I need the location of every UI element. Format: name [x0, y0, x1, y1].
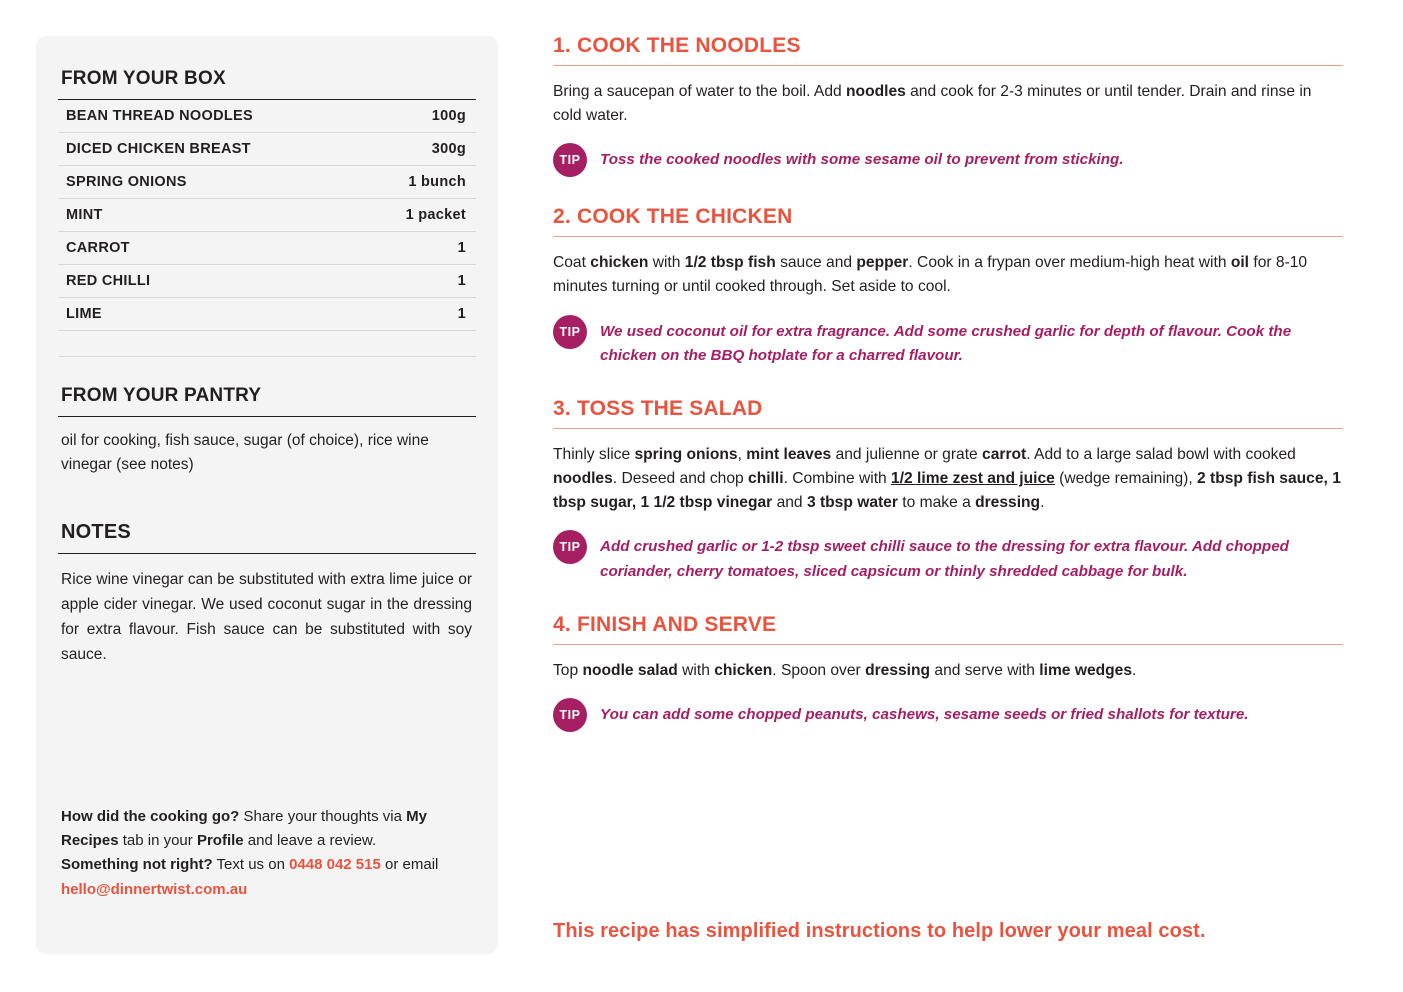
ingredients-table: [58, 100, 476, 357]
feedback-text-2: tab in your: [118, 832, 197, 850]
ingredient-qty: 1: [359, 298, 476, 331]
feedback-text-4: Text us on: [212, 856, 290, 874]
ingredient-emphasis: carrot: [982, 445, 1027, 463]
text: .: [1040, 494, 1045, 512]
step-4-tip: [553, 698, 1343, 732]
text: ,: [737, 445, 747, 463]
ingredient-name: SPRING ONIONS: [58, 166, 359, 199]
notes-text: Rice wine vinegar can be substituted with extra lime juice or apple cider vinegar. We used coconut sugar in the dressing for extra flavour. Fish sauce can be substituted with soy sauce.: [61, 570, 472, 663]
table-row: [58, 199, 476, 232]
step-1-tip: [553, 143, 1343, 177]
text: with: [648, 254, 685, 272]
feedback-question: How did the cooking go?: [61, 807, 240, 825]
text: to make a: [897, 494, 976, 512]
pantry-text: oil for cooking, fish sauce, sugar (of choice), rice wine vinegar (see notes): [61, 432, 429, 474]
support-email[interactable]: hello@dinnertwist.com.au: [61, 880, 248, 898]
ingredient-emphasis: pepper: [856, 254, 909, 272]
feedback-text-5: or email: [380, 856, 439, 874]
step-1: [553, 34, 1343, 177]
ingredient-qty: 300g: [359, 133, 476, 166]
step-3-title: 3. TOSS THE SALAD: [553, 396, 763, 420]
feedback-text-3: and leave a review.: [243, 832, 377, 850]
instructions-column: [553, 34, 1343, 760]
from-your-pantry-heading: FROM YOUR PANTRY: [61, 385, 262, 406]
step-1-title: 1. COOK THE NOODLES: [553, 34, 801, 57]
step-2-tip: [553, 315, 1343, 369]
ingredient-qty: 1 packet: [359, 199, 476, 232]
cost-note: This recipe has simplified instructions to help lower your meal cost.: [553, 920, 1206, 942]
divider: [58, 416, 476, 417]
step-2-body: [553, 251, 1343, 299]
tip-badge: TIP: [553, 143, 587, 177]
step-1-body: [553, 80, 1343, 128]
ingredient-emphasis: noodle salad: [582, 661, 678, 679]
tip-text: Toss the cooked noodles with some sesame oil to prevent from sticking.: [600, 151, 1124, 169]
divider: [553, 236, 1343, 237]
ingredient-name: LIME: [58, 298, 359, 331]
ingredient-qty: 1: [359, 232, 476, 265]
feedback-footer: [61, 805, 476, 902]
ingredient-emphasis: lime wedges: [1039, 661, 1133, 679]
text: . Deseed and chop: [612, 470, 749, 488]
text: Bring a saucepan of water to the boil. Add: [553, 83, 847, 100]
text: sauce and: [775, 254, 857, 272]
table-row: [58, 133, 476, 166]
ingredient-emphasis: 2 tbsp fish sauce, 1 tbsp sugar, 1 1/2 tbsp vinegar: [553, 470, 1341, 512]
ingredient-qty: 100g: [359, 100, 476, 133]
table-row: [58, 166, 476, 199]
ingredient-emphasis: oil: [1230, 254, 1250, 272]
ingredient-emphasis: mint leaves: [746, 445, 832, 463]
table-row-empty: [58, 331, 476, 357]
text: and: [772, 494, 807, 512]
divider: [553, 428, 1343, 429]
issue-question: Something not right?: [61, 856, 213, 874]
step-2: [553, 205, 1343, 369]
ingredient-emphasis: spring onions: [634, 445, 738, 463]
text: . Cook in a frypan over medium-high heat with: [908, 254, 1231, 272]
ingredient-emphasis: dressing: [975, 494, 1041, 512]
ingredient-name: CARROT: [58, 232, 359, 265]
divider: [553, 644, 1343, 645]
text: Coat: [553, 254, 591, 272]
spacer: [58, 493, 476, 521]
divider: [553, 65, 1343, 66]
text: Thinly slice: [553, 445, 635, 463]
ingredient-name: RED CHILLI: [58, 265, 359, 298]
table-row: [58, 232, 476, 265]
from-your-box-heading: FROM YOUR BOX: [61, 68, 226, 89]
ingredient-emphasis: noodles: [846, 83, 906, 100]
table-row: [58, 265, 476, 298]
step-4-body: [553, 659, 1343, 683]
step-4: [553, 613, 1343, 732]
text: . Combine with: [783, 470, 892, 488]
table-row: [58, 100, 476, 133]
tip-badge: TIP: [553, 315, 587, 349]
step-3-body: [553, 443, 1343, 515]
text: . Spoon over: [772, 661, 866, 679]
step-3-tip: [553, 530, 1343, 584]
feedback-text-1: Share your thoughts via: [239, 807, 407, 825]
divider: [58, 553, 476, 554]
step-4-title: 4. FINISH AND SERVE: [553, 612, 777, 636]
ingredient-emphasis: 3 tbsp water: [806, 494, 898, 512]
notes-heading: NOTES: [61, 520, 131, 543]
support-phone[interactable]: 0448 042 515: [289, 856, 381, 874]
step-3: [553, 397, 1343, 585]
text: and serve with: [930, 661, 1040, 679]
step-2-title: 2. COOK THE CHICKEN: [553, 205, 793, 229]
text: Top: [553, 661, 583, 679]
ingredient-emphasis: dressing: [865, 661, 931, 679]
text: and cook for 2-3 minutes or until tender. Drain and rinse in cold water.: [553, 83, 1312, 125]
ingredient-emphasis: chicken: [714, 661, 773, 679]
ingredient-underline: 1/2 lime zest and juice: [891, 470, 1055, 488]
spacer: [58, 357, 476, 385]
tip-text: You can add some chopped peanuts, cashews, sesame seeds or fried shallots for texture.: [600, 705, 1249, 723]
ingredients-panel: [36, 36, 498, 954]
tip-badge: TIP: [553, 698, 587, 732]
my-recipes-label: My Recipes: [61, 807, 427, 850]
ingredient-name: DICED CHICKEN BREAST: [58, 133, 359, 166]
text: with: [677, 661, 715, 679]
text: (wedge remaining),: [1054, 470, 1197, 488]
table-row: [58, 298, 476, 331]
ingredient-emphasis: noodles: [553, 470, 613, 488]
ingredient-name: MINT: [58, 199, 359, 232]
text: and julienne or grate: [831, 445, 983, 463]
tip-text: We used coconut oil for extra fragrance. Add some crushed garlic for depth of flavour. Cook the chicken on the BBQ hotplate for a charred flavour.: [600, 322, 1292, 365]
ingredient-emphasis: 1/2 tbsp fish: [684, 254, 776, 272]
ingredient-qty: 1: [359, 265, 476, 298]
text: . Add to a large salad bowl with cooked: [1026, 445, 1296, 463]
text: .: [1132, 661, 1137, 679]
ingredient-name: BEAN THREAD NOODLES: [58, 100, 359, 133]
profile-label: Profile: [196, 832, 244, 850]
ingredient-emphasis: chilli: [748, 470, 784, 488]
ingredient-qty: 1 bunch: [359, 166, 476, 199]
tip-text: Add crushed garlic or 1-2 tbsp sweet chilli sauce to the dressing for extra flavour. Add chopped coriander, cherry tomatoes, sliced capsicum or thinly shredded cabbage for bulk.: [600, 538, 1289, 580]
text: for 8-10 minutes turning or until cooked through. Set aside to cool.: [553, 254, 1308, 296]
ingredient-emphasis: chicken: [590, 254, 649, 272]
tip-badge: TIP: [553, 530, 587, 564]
